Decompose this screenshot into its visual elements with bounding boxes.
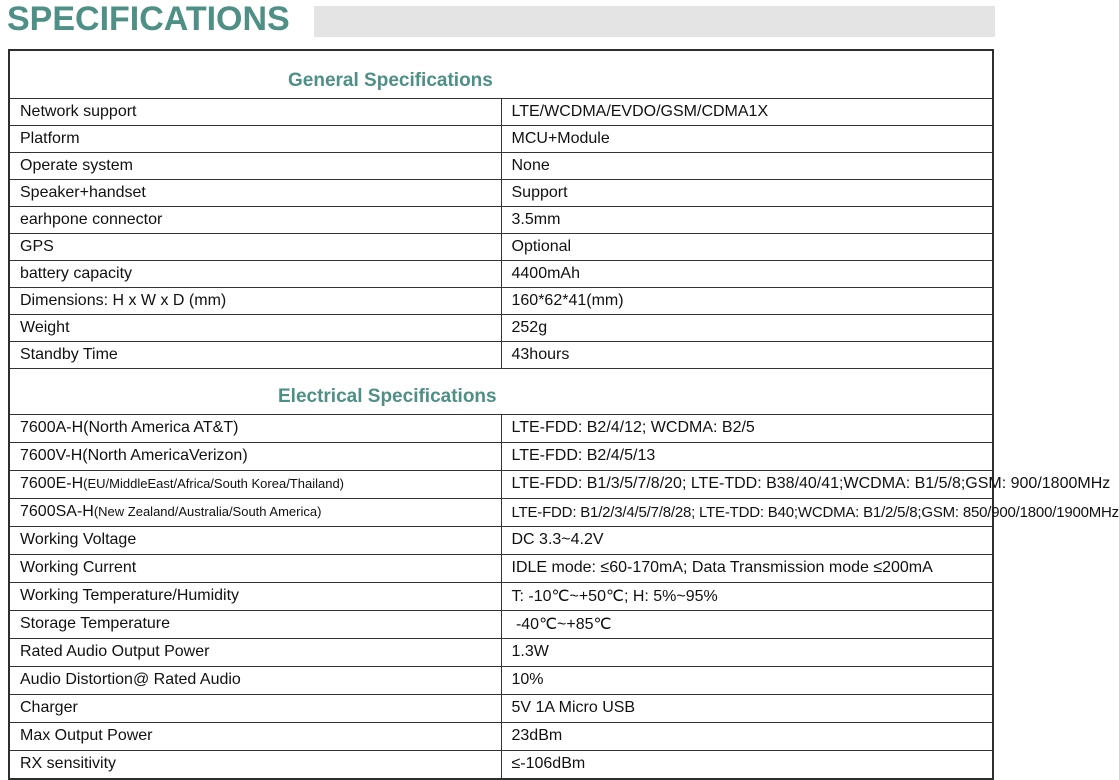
- spec-label: Max Output Power: [9, 722, 501, 750]
- spec-value: 5V 1A Micro USB: [501, 694, 993, 722]
- table-row: [9, 470, 993, 498]
- title-decor-bar: [314, 6, 995, 37]
- spec-label: Rated Audio Output Power: [9, 638, 501, 666]
- model-region: (New Zealand/Australia/South America): [93, 504, 322, 519]
- table-row: [9, 498, 993, 526]
- table-row: [9, 179, 993, 206]
- page-title: SPECIFICATIONS: [7, 0, 290, 38]
- spec-label: Weight: [9, 314, 501, 341]
- spec-label: RX sensitivity: [9, 750, 501, 779]
- table-row: [9, 666, 993, 694]
- spec-value: LTE-FDD: B1/3/5/7/8/20; LTE-TDD: B38/40/41;WCDMA: B1/5/8;GSM: 900/1800MHz: [501, 470, 993, 498]
- spec-value: MCU+Module: [501, 125, 993, 152]
- spec-label: GPS: [9, 233, 501, 260]
- table-row: [9, 152, 993, 179]
- spec-label: Working Voltage: [9, 526, 501, 554]
- table-row: [9, 206, 993, 233]
- section-title: General Specifications: [9, 50, 993, 98]
- spec-value: 1.3W: [501, 638, 993, 666]
- table-row: [9, 750, 993, 779]
- spec-label: battery capacity: [9, 260, 501, 287]
- spec-value: LTE-FDD: B1/2/3/4/5/7/8/28; LTE-TDD: B40;WCDMA: B1/2/5/8;GSM: 850/900/1800/1900MHz: [501, 498, 993, 526]
- spec-value: Optional: [501, 233, 993, 260]
- spec-label: earhpone connector: [9, 206, 501, 233]
- spec-value: 43hours: [501, 341, 993, 368]
- spec-value: LTE/WCDMA/EVDO/GSM/CDMA1X: [501, 98, 993, 125]
- spec-value: IDLE mode: ≤60-170mA; Data Transmission mode ≤200mA: [501, 554, 993, 582]
- spec-label: Working Current: [9, 554, 501, 582]
- spec-value: 4400mAh: [501, 260, 993, 287]
- section-header-general: [9, 50, 993, 98]
- table-row: [9, 260, 993, 287]
- spec-value: LTE-FDD: B2/4/5/13: [501, 442, 993, 470]
- table-row: [9, 414, 993, 442]
- spec-label: Operate system: [9, 152, 501, 179]
- spec-label: Speaker+handset: [9, 179, 501, 206]
- table-row: [9, 722, 993, 750]
- spec-label: Standby Time: [9, 341, 501, 368]
- table-row: [9, 694, 993, 722]
- spec-value: None: [501, 152, 993, 179]
- spec-label: [9, 498, 501, 526]
- table-row: [9, 638, 993, 666]
- table-row: [9, 582, 993, 610]
- spec-label: Dimensions: H x W x D (mm): [9, 287, 501, 314]
- table-row: [9, 610, 993, 638]
- spec-label: Storage Temperature: [9, 610, 501, 638]
- spec-value: 10%: [501, 666, 993, 694]
- spec-value: ≤-106dBm: [501, 750, 993, 779]
- table-row: [9, 526, 993, 554]
- spec-label: Working Temperature/Humidity: [9, 582, 501, 610]
- spec-value: DC 3.3~4.2V: [501, 526, 993, 554]
- spec-value: 3.5mm: [501, 206, 993, 233]
- table-row: [9, 125, 993, 152]
- model-name: 7600SA-H: [20, 503, 94, 520]
- spec-value: LTE-FDD: B2/4/12; WCDMA: B2/5: [501, 414, 993, 442]
- spec-label: 7600V-H(North AmericaVerizon): [9, 442, 501, 470]
- table-row: [9, 233, 993, 260]
- section-header-electrical: [9, 368, 993, 414]
- table-row: [9, 98, 993, 125]
- spec-value: -40℃~+85℃: [501, 610, 993, 638]
- spec-table: [8, 49, 1119, 780]
- spec-label: Platform: [9, 125, 501, 152]
- spec-label: [9, 470, 501, 498]
- model-name: 7600E-H: [20, 475, 84, 492]
- spec-label: Charger: [9, 694, 501, 722]
- table-row: [9, 554, 993, 582]
- spec-label: 7600A-H(North America AT&T): [9, 414, 501, 442]
- spec-value: Support: [501, 179, 993, 206]
- table-row: [9, 341, 993, 368]
- table-row: [9, 287, 993, 314]
- table-row: [9, 442, 993, 470]
- section-title: Electrical Specifications: [9, 368, 993, 414]
- table-row: [9, 314, 993, 341]
- spec-label: Audio Distortion@ Rated Audio: [9, 666, 501, 694]
- model-region: (EU/MiddleEast/Africa/South Korea/Thailand): [83, 476, 345, 491]
- spec-value: 160*62*41(mm): [501, 287, 993, 314]
- spec-value: T: -10℃~+50℃; H: 5%~95%: [501, 582, 993, 610]
- spec-label: Network support: [9, 98, 501, 125]
- spec-value: 252g: [501, 314, 993, 341]
- spec-value: 23dBm: [501, 722, 993, 750]
